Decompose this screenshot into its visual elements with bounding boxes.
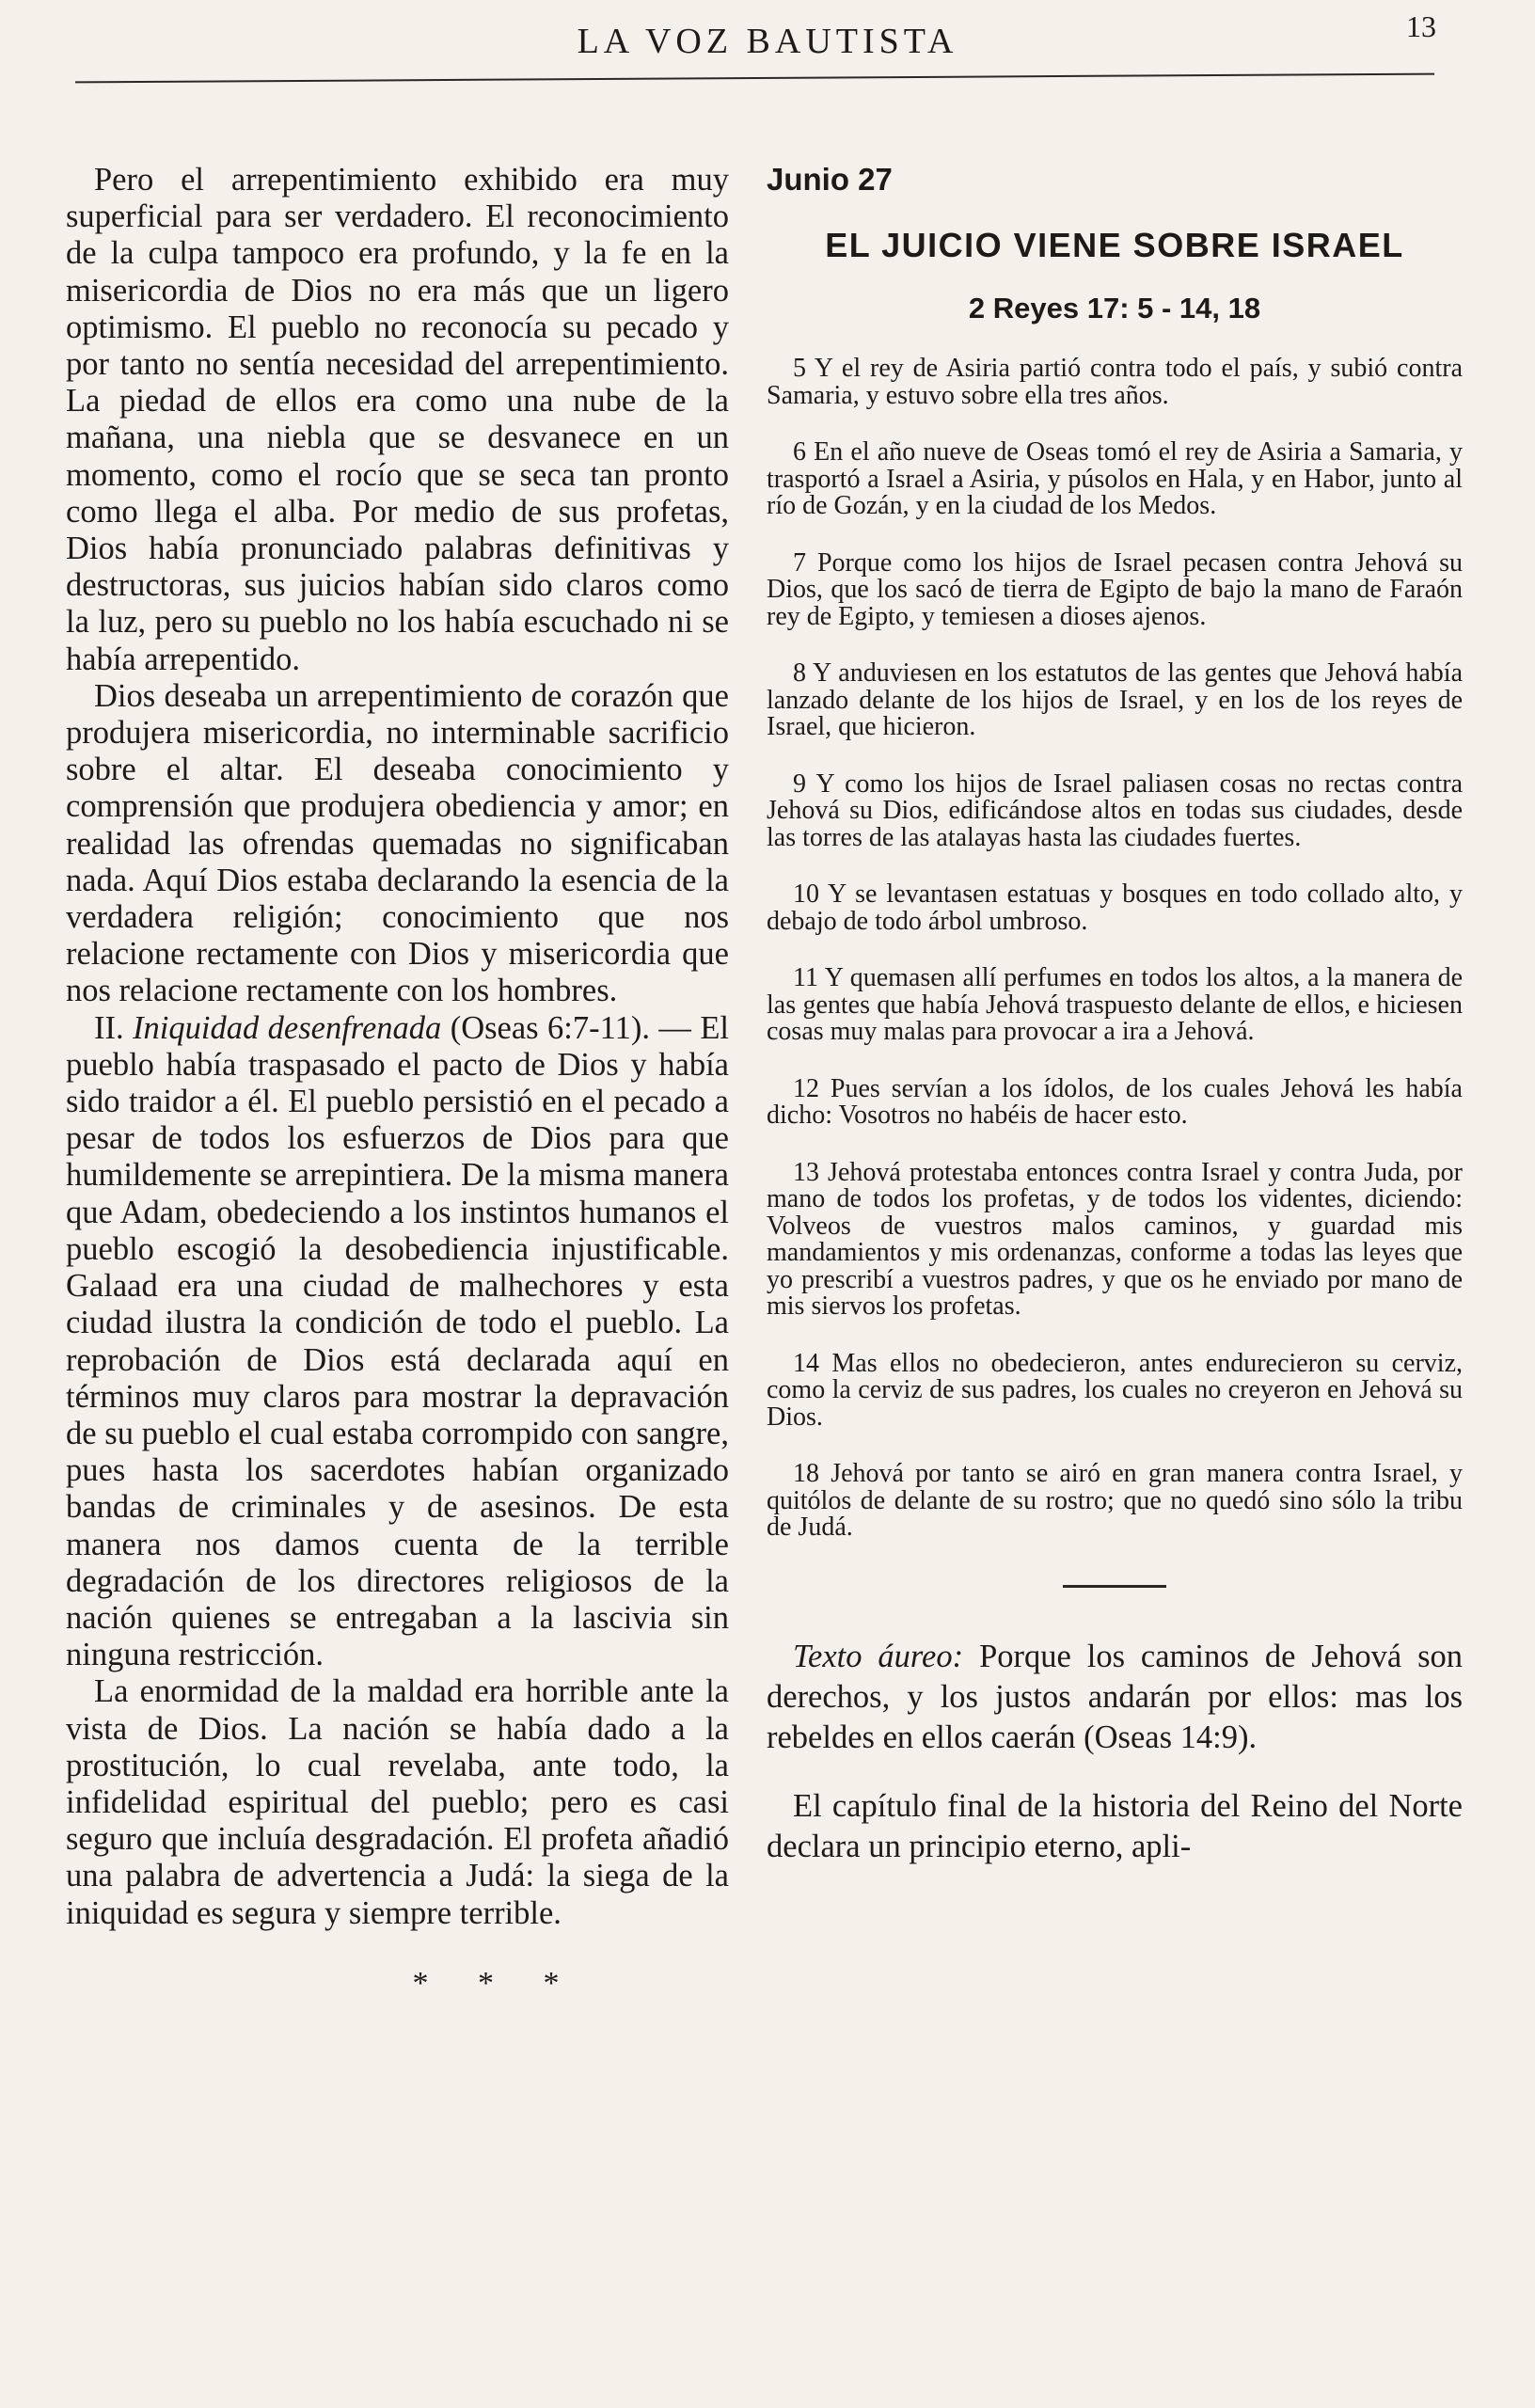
verse: 8 Y anduviesen en los estatutos de las gentes que Jehová había lanzado delante de los hijos de Israel, y en los de los reyes de Israel, que hicieron.	[767, 658, 1463, 741]
verse: 6 En el año nueve de Oseas tomó el rey de Asiria a Samaria, y trasportó a Israel a Asiria, y púsolos en Hala, y en Habor, junto al río de Gozán, y en la ciudad de los Medos.	[767, 437, 1463, 520]
golden-text-body: Porque los caminos de Jehová son derechos, y los justos andarán por ellos: mas los rebeldes en ellos caerán (Oseas 14:9).	[767, 1638, 1463, 1755]
paragraph: La enormidad de la maldad era horrible ante la vista de Dios. La nación se había dado a la prostitución, lo cual revelaba, ante todo, la infidelidad espiritual del pueblo; pero es casi seguro que incluía desgradación. El profeta añadió una palabra de advertencia a Judá: la siega de la iniquidad es segura y siempre terrible.	[66, 1673, 729, 1931]
page-number: 13	[1406, 9, 1436, 43]
header-rule	[75, 73, 1434, 84]
verse: 13 Jehová protestaba entonces contra Israel y contra Juda, por mano de todos los profetas, y de todos los videntes, diciendo: Volveos de vuestros malos caminos, y guardad mis mandamientos y mis ordenanzas, conforme a todas las leyes que yo prescribí a vuestros padres, y que os he enviado por mano de mis siervos los profetas.	[767, 1157, 1463, 1321]
right-column	[767, 162, 1463, 2382]
lesson-date: Junio 27	[767, 162, 893, 197]
verse: 7 Porque como los hijos de Israel pecasen contra Jehová su Dios, que los sacó de tierra de Egipto de bajo la mano de Faraón rey de Egipto, y temiesen a dioses ajenos.	[767, 547, 1463, 631]
closing-paragraph: El capítulo final de la historia del Reino del Norte declara un principio eterno, apli-	[767, 1787, 1463, 1864]
verse: 10 Y se levantasen estatuas y bosques en todo collado alto, y debajo de todo árbol umbroso.	[767, 879, 1463, 936]
section-number: II.	[94, 1009, 124, 1046]
page-header	[0, 0, 1535, 103]
verse: 11 Y quemasen allí perfumes en todos los altos, a la manera de las gentes que había Jehová traspuesto delante de ellos, e hiciesen cosas muy malas para provocar a ira a Jehová.	[767, 963, 1463, 1046]
golden-text	[767, 1637, 1463, 1758]
scripture-reference: 2 Reyes 17: 5 - 14, 18	[968, 292, 1261, 325]
verse: 12 Pues servían a los ídolos, de los cuales Jehová les había dicho: Vosotros no habéis de hacer esto.	[767, 1073, 1463, 1130]
section-separator: * * *	[412, 1965, 580, 2001]
magazine-title: LA VOZ BAUTISTA	[577, 22, 958, 61]
section-body: (Oseas 6:7-11). — El pueblo había traspasado el pacto de Dios y había sido traidor a él. El pueblo persistió en el pecado a pesar de todos los esfuerzos de Dios para que humildemente se arrepintiera. De la misma manera que Adam, obedeciendo a los instintos humanos el pueblo escogió la desobediencia injustificable. Galaad era una ciudad de malhechores y esta ciudad ilustra la condición de todo el pueblo. La reprobación de Dios está declarada aquí en términos muy claros para mostrar la depravación de su pueblo el cual estaba corrompido con sangre, pues hasta los sacerdotes habían organizado bandas de criminales y de asesinos. De esta manera nos damos cuenta de la terrible degradación de los directores religiosos de la nación quienes se entregaban a la lascivia sin ninguna restricción.	[66, 1009, 729, 1673]
golden-text-label: Texto áureo:	[793, 1638, 964, 1674]
divider	[1063, 1585, 1166, 1588]
verse: 18 Jehová por tanto se airó en gran manera contra Israel, y quitólos de delante de su rostro; que no quedó sino sólo la tribu de Judá.	[767, 1459, 1463, 1542]
verse: 14 Mas ellos no obedecieron, antes endurecieron su cerviz, como la cerviz de sus padres, los cuales no creyeron en Jehová su Dios.	[767, 1348, 1463, 1432]
paragraph: Pero el arrepentimiento exhibido era muy superficial para ser verdadero. El reconocimiento de la culpa tampoco era profundo, y la fe en la misericordia de Dios no era más que un ligero optimismo. El pueblo no reconocía su pecado y por tanto no sentía necesidad del arrepentimiento. La piedad de ellos era como una nube de la mañana, una niebla que se desvanece en un momento, como el rocío que se seca tan pronto como llega el alba. Por medio de sus profetas, Dios había pronunciado palabras definitivas y destructoras, sus juicios habían sido claros como la luz, pero su pueblo no los había escuchado ni se había arrepentido.	[66, 162, 729, 677]
verse: 9 Y como los hijos de Israel paliasen cosas no rectas contra Jehová su Dios, edificándose altos en todas sus ciudades, desde las torres de las atalayas hasta las ciudades fuertes.	[767, 768, 1463, 852]
lesson-title: EL JUICIO VIENE SOBRE ISRAEL	[825, 226, 1404, 264]
section-heading: Iniquidad desenfrenada	[133, 1009, 442, 1046]
section-paragraph	[66, 1010, 729, 1674]
paragraph: Dios deseaba un arrepentimiento de corazón que produjera misericordia, no interminable sacrificio sobre el altar. El deseaba conocimiento y comprensión que produjera obediencia y amor; en realidad las ofrendas quemadas no significaban nada. Aquí Dios estaba declarando la esencia de la verdadera religión; conocimiento que nos relacione rectamente con Dios y misericordia que nos relacione rectamente con los hombres.	[66, 677, 729, 1009]
verse: 5 Y el rey de Asiria partió contra todo el país, y subió contra Samaria, y estuvo sobre ella tres años.	[767, 354, 1463, 410]
left-column	[66, 162, 729, 2382]
